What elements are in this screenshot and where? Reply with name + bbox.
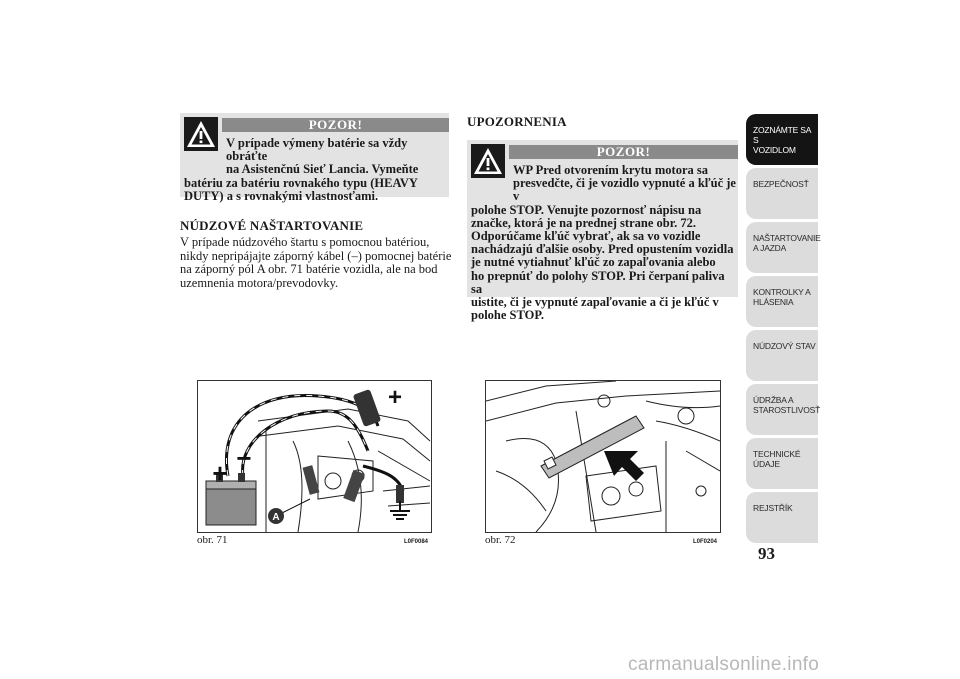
plus-sign: + xyxy=(212,458,228,488)
figure-code: L0F0204 xyxy=(693,539,718,545)
body-line: na záporný pól A obr. 71 batérie vozidla, ale na bod xyxy=(180,262,438,276)
tab-section[interactable] xyxy=(746,114,818,165)
tab-section[interactable] xyxy=(746,330,818,381)
warning-line: značke, ktorá je na prednej strane obr. 72. xyxy=(471,215,696,230)
tab-section[interactable] xyxy=(746,438,818,489)
body-line: V prípade núdzového štartu s pomocnou batériou, xyxy=(180,235,430,249)
warning-line: nachádzajú ďalšie osoby. Pred opustením vozidla xyxy=(471,242,734,257)
tab-section[interactable] xyxy=(746,384,821,435)
warning-box-left xyxy=(180,113,449,203)
figure-caption: obr. 71 xyxy=(197,534,228,546)
warning-box-right xyxy=(467,140,738,323)
tab-label: ÚDRŽBA A xyxy=(753,395,794,405)
tab-label: ZOZNÁMTE SA S xyxy=(753,125,811,145)
warning-line: WP Pred otvorením krytu motora sa xyxy=(513,163,709,177)
tab-label: NAŠTARTOVANIE xyxy=(753,233,821,243)
warning-line: je nutné vytiahnuť kľúč zo zapaľovania alebo xyxy=(471,255,716,270)
warning-line: na Asistenčnú Sieť Lancia. Vymeňte xyxy=(226,162,419,177)
watermark: carmanualsonline.info xyxy=(628,654,820,675)
tab-section[interactable] xyxy=(746,222,821,273)
tab-label: KONTROLKY A xyxy=(753,287,811,297)
tab-label: HLÁSENIA xyxy=(753,297,794,307)
tab-section[interactable] xyxy=(746,276,818,327)
warning-line: polohe STOP. Venujte pozornosť nápisu na xyxy=(471,202,702,217)
warning-line: uistite, či je vypnuté zapaľovanie a či je kľúč v xyxy=(471,295,719,310)
section-body xyxy=(180,236,452,290)
warning-text xyxy=(471,164,736,322)
figure-jump-start xyxy=(197,380,432,533)
tab-section[interactable] xyxy=(746,168,818,219)
tab-section[interactable] xyxy=(746,492,818,543)
warning-line: DUTY) a s rovnakými vlastnosťami. xyxy=(184,188,379,203)
warning-line: Odporúčame kľúč vybrať, ak sa vo vozidle xyxy=(471,229,701,244)
tab-label: A JAZDA xyxy=(753,243,787,253)
tab-label: VOZIDLOM xyxy=(753,145,796,155)
figure-code: L0F0084 xyxy=(404,539,429,545)
tab-label: STAROSTLIVOSŤ xyxy=(753,405,821,415)
jump-start-illustration xyxy=(198,381,431,532)
warning-line: ho prepnúť do polohy STOP. Pri čerpaní paliva sa xyxy=(471,268,725,296)
page-number: 93 xyxy=(758,544,775,563)
engine-hood-illustration xyxy=(486,381,720,532)
tab-label: REJSTŘÍK xyxy=(753,503,793,513)
body-line: uzemnenia motora/prevodovky. xyxy=(180,275,339,290)
label-a: A xyxy=(272,512,280,523)
tab-label: ÚDAJE xyxy=(753,459,780,469)
warning-title: POZOR! xyxy=(222,118,449,132)
tab-label: BEZPEČNOSŤ xyxy=(753,179,809,189)
section-heading: NÚDZOVÉ NAŠTARTOVANIE xyxy=(180,218,364,233)
warning-text xyxy=(184,137,446,203)
notices-heading: UPOZORNENIA xyxy=(467,114,567,129)
minus-sign: − xyxy=(236,443,252,473)
warning-line: V prípade výmeny batérie sa vždy obráťte xyxy=(226,136,408,164)
tab-label: NÚDZOVÝ STAV xyxy=(753,341,816,351)
warning-line: polohe STOP. xyxy=(471,308,544,323)
figure-engine-hood xyxy=(485,380,721,533)
warning-line: presvedčte, či je vozidlo vypnuté a kľúč je v xyxy=(513,176,736,204)
figure-caption: obr. 72 xyxy=(485,534,516,546)
tab-label: TECHNICKÉ xyxy=(753,449,801,459)
warning-title: POZOR! xyxy=(509,145,738,159)
plus-sign: + xyxy=(387,384,403,411)
warning-line: batériu za batériu rovnakého typu (HEAVY xyxy=(184,175,418,190)
body-line: nikdy nepripájajte záporný kábel (–) pomocnej batérie xyxy=(180,248,452,263)
